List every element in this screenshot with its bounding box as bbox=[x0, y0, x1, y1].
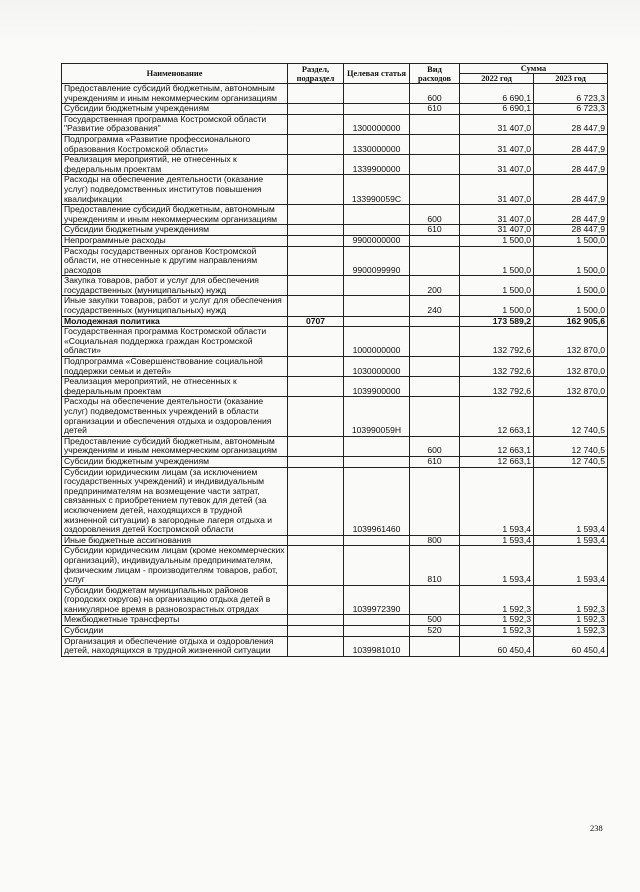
row-sum-2023: 1 593,4 bbox=[534, 467, 608, 535]
table-row bbox=[62, 397, 608, 436]
row-type bbox=[410, 175, 460, 205]
row-type: 600 bbox=[410, 205, 460, 225]
row-name: Иные закупки товаров, работ и услуг для обеспечения государственных (муниципальных) нужд bbox=[62, 296, 288, 316]
row-target bbox=[344, 436, 410, 456]
row-sum-2023: 6 723,3 bbox=[534, 104, 608, 115]
row-target bbox=[344, 316, 410, 327]
table-row bbox=[62, 316, 608, 327]
row-target bbox=[344, 84, 410, 104]
row-sum-2023: 28 447,9 bbox=[534, 155, 608, 175]
row-section bbox=[288, 235, 344, 246]
row-section bbox=[288, 327, 344, 357]
row-sum-2022: 1 592,3 bbox=[460, 585, 534, 615]
table-row bbox=[62, 636, 608, 656]
row-section bbox=[288, 546, 344, 585]
row-sum-2022: 31 407,0 bbox=[460, 205, 534, 225]
row-target: 1039981010 bbox=[344, 636, 410, 656]
table-row bbox=[62, 377, 608, 397]
row-sum-2022: 31 407,0 bbox=[460, 175, 534, 205]
row-section bbox=[288, 134, 344, 154]
row-section bbox=[288, 104, 344, 115]
row-sum-2022: 132 792,6 bbox=[460, 377, 534, 397]
row-sum-2022: 1 593,4 bbox=[460, 535, 534, 546]
row-section bbox=[288, 456, 344, 467]
row-name: Субсидии бюджетным учреждениям bbox=[62, 456, 288, 467]
row-type: 200 bbox=[410, 276, 460, 296]
header-type: Вид расходов bbox=[410, 64, 460, 84]
table-row bbox=[62, 155, 608, 175]
row-sum-2022: 60 450,4 bbox=[460, 636, 534, 656]
row-sum-2022: 132 792,6 bbox=[460, 357, 534, 377]
row-type bbox=[410, 397, 460, 436]
budget-table bbox=[61, 63, 608, 657]
row-sum-2022: 1 592,3 bbox=[460, 615, 534, 626]
row-sum-2023: 28 447,9 bbox=[534, 134, 608, 154]
row-name: Иные бюджетные ассигнования bbox=[62, 535, 288, 546]
row-sum-2023: 1 593,4 bbox=[534, 535, 608, 546]
row-name: Государственная программа Костромской области "Развитие образования" bbox=[62, 114, 288, 134]
row-type: 500 bbox=[410, 615, 460, 626]
table-row bbox=[62, 235, 608, 246]
row-type: 610 bbox=[410, 225, 460, 236]
row-name: Подпрограмма «Совершенствование социальной поддержки семьи и детей» bbox=[62, 357, 288, 377]
row-name: Расходы на обеспечение деятельности (оказание услуг) подведомственных учреждений в области организации и обеспечения отдыха и оздоровления детей bbox=[62, 397, 288, 436]
row-sum-2022: 1 500,0 bbox=[460, 246, 534, 276]
row-section bbox=[288, 585, 344, 615]
table-row bbox=[62, 327, 608, 357]
row-sum-2022: 1 500,0 bbox=[460, 296, 534, 316]
row-sum-2022: 31 407,0 bbox=[460, 114, 534, 134]
row-name: Предоставление субсидий бюджетным, автономным учреждениям и иным некоммерческим организациям bbox=[62, 205, 288, 225]
row-sum-2022: 132 792,6 bbox=[460, 327, 534, 357]
header-row bbox=[62, 64, 608, 74]
row-name: Расходы на обеспечение деятельности (оказание услуг) подведомственных институтов повышения квалификации bbox=[62, 175, 288, 205]
table-row bbox=[62, 535, 608, 546]
row-target: 1039961460 bbox=[344, 467, 410, 535]
row-target: 1300000000 bbox=[344, 114, 410, 134]
header-year-2023: 2023 год bbox=[534, 74, 608, 84]
row-name: Предоставление субсидий бюджетным, автономным учреждениям и иным некоммерческим организациям bbox=[62, 84, 288, 104]
row-target: 1039972390 bbox=[344, 585, 410, 615]
row-name: Непрограммные расходы bbox=[62, 235, 288, 246]
row-sum-2023: 12 740,5 bbox=[534, 456, 608, 467]
row-type bbox=[410, 467, 460, 535]
row-sum-2023: 1 500,0 bbox=[534, 246, 608, 276]
table-row bbox=[62, 276, 608, 296]
row-type: 810 bbox=[410, 546, 460, 585]
row-sum-2023: 28 447,9 bbox=[534, 225, 608, 236]
row-sum-2023: 12 740,5 bbox=[534, 436, 608, 456]
row-sum-2022: 1 593,4 bbox=[460, 546, 534, 585]
row-target bbox=[344, 296, 410, 316]
row-target: 103990059Н bbox=[344, 397, 410, 436]
row-target bbox=[344, 456, 410, 467]
table-row bbox=[62, 546, 608, 585]
row-sum-2023: 6 723,3 bbox=[534, 84, 608, 104]
row-name: Субсидии бюджетным учреждениям bbox=[62, 104, 288, 115]
row-type bbox=[410, 235, 460, 246]
row-sum-2022: 31 407,0 bbox=[460, 134, 534, 154]
row-target bbox=[344, 104, 410, 115]
row-sum-2023: 12 740,5 bbox=[534, 397, 608, 436]
row-sum-2022: 12 663,1 bbox=[460, 436, 534, 456]
row-name: Предоставление субсидий бюджетным, автономным учреждениям и иным некоммерческим организациям bbox=[62, 436, 288, 456]
row-name: Расходы государственных органов Костромской области, не отнесенные к другим направлениям расходов bbox=[62, 246, 288, 276]
row-sum-2023: 132 870,0 bbox=[534, 327, 608, 357]
row-section bbox=[288, 84, 344, 104]
table-row bbox=[62, 436, 608, 456]
row-section bbox=[288, 114, 344, 134]
header-section: Раздел, подраздел bbox=[288, 64, 344, 84]
row-type bbox=[410, 316, 460, 327]
row-section bbox=[288, 615, 344, 626]
row-sum-2023: 1 592,3 bbox=[534, 615, 608, 626]
row-sum-2023: 1 500,0 bbox=[534, 296, 608, 316]
row-name: Субсидии бюджетам муниципальных районов (городских округов) на организацию отдыха детей в каникулярное время в разновозрастных отрядах bbox=[62, 585, 288, 615]
row-name: Межбюджетные трансферты bbox=[62, 615, 288, 626]
row-sum-2022: 6 690,1 bbox=[460, 104, 534, 115]
row-sum-2022: 1 592,3 bbox=[460, 626, 534, 637]
row-sum-2022: 12 663,1 bbox=[460, 397, 534, 436]
row-section bbox=[288, 205, 344, 225]
table-row bbox=[62, 585, 608, 615]
row-target bbox=[344, 615, 410, 626]
row-sum-2022: 173 589,2 bbox=[460, 316, 534, 327]
row-sum-2022: 1 500,0 bbox=[460, 235, 534, 246]
row-type bbox=[410, 377, 460, 397]
row-type bbox=[410, 636, 460, 656]
row-sum-2023: 28 447,9 bbox=[534, 175, 608, 205]
table-row bbox=[62, 615, 608, 626]
row-type bbox=[410, 246, 460, 276]
row-type bbox=[410, 134, 460, 154]
row-type: 520 bbox=[410, 626, 460, 637]
row-sum-2023: 162 905,6 bbox=[534, 316, 608, 327]
row-target: 1030000000 bbox=[344, 357, 410, 377]
table-row bbox=[62, 114, 608, 134]
table-row bbox=[62, 296, 608, 316]
row-target: 9900099990 bbox=[344, 246, 410, 276]
row-section bbox=[288, 535, 344, 546]
row-section bbox=[288, 276, 344, 296]
row-sum-2022: 1 500,0 bbox=[460, 276, 534, 296]
table-row bbox=[62, 456, 608, 467]
row-sum-2023: 1 592,3 bbox=[534, 585, 608, 615]
row-type bbox=[410, 155, 460, 175]
row-section bbox=[288, 246, 344, 276]
row-target: 9900000000 bbox=[344, 235, 410, 246]
row-target bbox=[344, 626, 410, 637]
row-type: 600 bbox=[410, 436, 460, 456]
row-name: Субсидии bbox=[62, 626, 288, 637]
row-sum-2023: 1 593,4 bbox=[534, 546, 608, 585]
row-section bbox=[288, 636, 344, 656]
table-row bbox=[62, 225, 608, 236]
row-name: Субсидии юридическим лицам (кроме некоммерческих организаций), индивидуальным предпринимателям, физическим лицам - производителям товаров, работ, услуг bbox=[62, 546, 288, 585]
row-type: 800 bbox=[410, 535, 460, 546]
row-name: Государственная программа Костромской области «Социальная поддержка граждан Костромской области» bbox=[62, 327, 288, 357]
row-section bbox=[288, 175, 344, 205]
header-sum: Сумма bbox=[460, 64, 608, 74]
table-row bbox=[62, 467, 608, 535]
table-row bbox=[62, 626, 608, 637]
row-sum-2023: 1 500,0 bbox=[534, 276, 608, 296]
row-section: 0707 bbox=[288, 316, 344, 327]
row-target bbox=[344, 546, 410, 585]
row-target: 1039900000 bbox=[344, 377, 410, 397]
row-section bbox=[288, 397, 344, 436]
row-section bbox=[288, 225, 344, 236]
row-name: Молодежная политика bbox=[62, 316, 288, 327]
row-sum-2022: 31 407,0 bbox=[460, 225, 534, 236]
row-section bbox=[288, 377, 344, 397]
row-sum-2023: 1 500,0 bbox=[534, 235, 608, 246]
row-name: Субсидии бюджетным учреждениям bbox=[62, 225, 288, 236]
row-section bbox=[288, 467, 344, 535]
table-row bbox=[62, 175, 608, 205]
row-type bbox=[410, 585, 460, 615]
table-row bbox=[62, 357, 608, 377]
row-sum-2023: 1 592,3 bbox=[534, 626, 608, 637]
row-section bbox=[288, 626, 344, 637]
row-section bbox=[288, 357, 344, 377]
row-target: 1000000000 bbox=[344, 327, 410, 357]
row-type: 610 bbox=[410, 456, 460, 467]
row-target bbox=[344, 205, 410, 225]
row-sum-2023: 60 450,4 bbox=[534, 636, 608, 656]
row-type bbox=[410, 114, 460, 134]
row-sum-2022: 31 407,0 bbox=[460, 155, 534, 175]
row-name: Субсидии юридическим лицам (за исключением государственных учреждений) и индивидуальным предпринимателям на возмещение части затрат, связанных с приобретением путевок для детей (за исключением детей, находящихся в трудной жизненной ситуации) в загородные лагеря отдыха и оздоровления детей Костромской области bbox=[62, 467, 288, 535]
header-name: Наименование bbox=[62, 64, 288, 84]
row-target: 1330000000 bbox=[344, 134, 410, 154]
page-number: 238 bbox=[590, 823, 603, 833]
table-row bbox=[62, 246, 608, 276]
row-sum-2022: 6 690,1 bbox=[460, 84, 534, 104]
row-type: 600 bbox=[410, 84, 460, 104]
row-target bbox=[344, 276, 410, 296]
row-sum-2023: 28 447,9 bbox=[534, 205, 608, 225]
row-name: Реализация мероприятий, не отнесенных к федеральным проектам bbox=[62, 155, 288, 175]
row-section bbox=[288, 155, 344, 175]
row-sum-2023: 28 447,9 bbox=[534, 114, 608, 134]
row-target: 1339900000 bbox=[344, 155, 410, 175]
row-section bbox=[288, 296, 344, 316]
row-type: 610 bbox=[410, 104, 460, 115]
row-sum-2023: 132 870,0 bbox=[534, 357, 608, 377]
row-target bbox=[344, 225, 410, 236]
table-row bbox=[62, 134, 608, 154]
row-name: Организация и обеспечение отдыха и оздоровления детей, находящихся в трудной жизненной ситуации bbox=[62, 636, 288, 656]
table-row bbox=[62, 104, 608, 115]
row-name: Закупка товаров, работ и услуг для обеспечения государственных (муниципальных) нужд bbox=[62, 276, 288, 296]
table-row bbox=[62, 84, 608, 104]
row-type bbox=[410, 327, 460, 357]
row-type bbox=[410, 357, 460, 377]
row-sum-2023: 132 870,0 bbox=[534, 377, 608, 397]
row-sum-2022: 12 663,1 bbox=[460, 456, 534, 467]
row-target: 133990059С bbox=[344, 175, 410, 205]
table-row bbox=[62, 205, 608, 225]
row-type: 240 bbox=[410, 296, 460, 316]
row-target bbox=[344, 535, 410, 546]
row-name: Подпрограмма «Развитие профессионального образования Костромской области» bbox=[62, 134, 288, 154]
scan-shadow bbox=[0, 0, 640, 40]
header-year-2022: 2022 год bbox=[460, 74, 534, 84]
header-target: Целевая статья bbox=[344, 64, 410, 84]
row-section bbox=[288, 436, 344, 456]
row-name: Реализация мероприятий, не отнесенных к федеральным проектам bbox=[62, 377, 288, 397]
row-sum-2022: 1 593,4 bbox=[460, 467, 534, 535]
table-body bbox=[62, 84, 608, 657]
